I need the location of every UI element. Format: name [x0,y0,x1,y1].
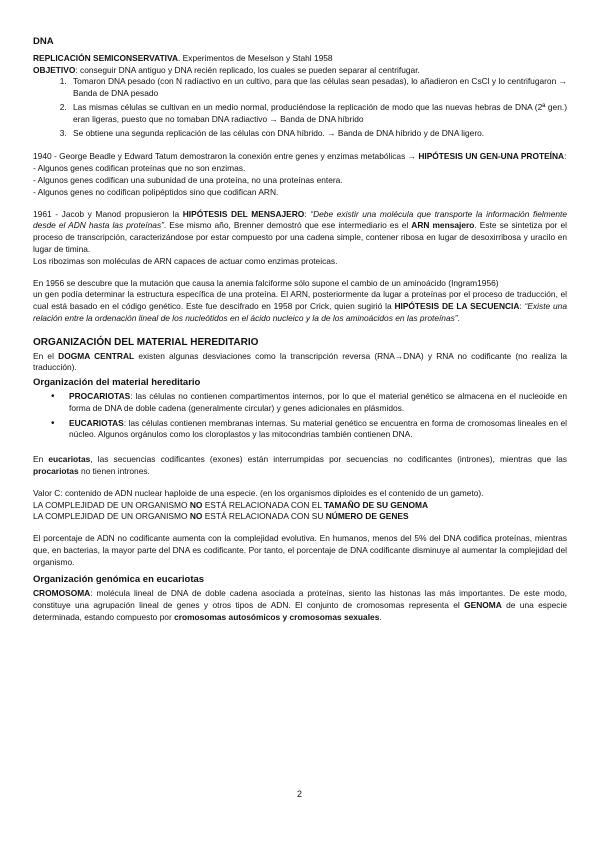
exons-post: no tienen intrones. [78,465,150,476]
jacob-quote: “Debe existir una molécula que transporte la información fielmente desde el ADN hasta las proteínas” [33,208,567,231]
replication-steps [33,76,567,139]
dogma-term: DOGMA CENTRAL [58,350,135,361]
replication-step: 1. Tomaron DNA pesado (con N radiactivo en un cultivo, para que las células sean pesadas), lo añadieron en CsCl y lo centrifugaron → Banda de DNA pesado [69,76,567,100]
complexity-line [33,500,567,512]
ingram-line2: un gen podía determinar la estructura específica de una proteína. El ARN, posteriormente da lugar a proteínas por el proceso de traducción, el cual está basado en el código genético. Este fue descifrado en 1958 por Crick, quien sugirió la [33,289,567,312]
objective-line [33,65,567,77]
noncoding-paragraph: El porcentaje de ADN no codificante aumenta con la complejidad evolutiva. En humanos, menos del 5% del DNA codifica proteínas, mientras que, en bacterias, la mayor parte del DNA es codificante. Por tanto, el porcentaje de DNA codificante disminuye al aumentar la complejidad del organismo. [33,533,567,567]
gene-number-term: NÚMERO DE GENES [325,511,409,522]
exons-paragraph [33,454,567,478]
exons-mid: , las secuencias codificantes (exones) están interrumpidas por secuencias no codificantes (intrones), mientras que las [90,454,567,465]
organization-subheading: Organización del material hereditario [33,377,201,389]
jacob-hypothesis: HIPÓTESIS DEL MENSAJERO [182,208,305,219]
chromosome-text: : molécula lineal de DNA de doble cadena asociada a proteínas, siento las histonas las más importantes. De este modo, constituye una agrupación lineal de genes y otros tipos de ADN. El conjunto de cromosomas representa el [33,588,567,611]
beadle-colon: : [564,151,567,162]
prokaryotes-term: PROCARIOTAS [69,390,131,401]
chromosome-paragraph [33,588,567,623]
jacob-colon: : [304,208,311,219]
organism-list [33,391,567,441]
beadle-hypothesis: HIPÓTESIS UN GEN-UNA PROTEÍNA [418,151,565,162]
list-item [59,391,567,415]
complexity-pre: LA COMPLEJIDAD DE UN ORGANISMO [33,511,190,522]
genome-text: de una especie determinada, estando compuesto por [33,600,567,622]
prokaryotes-text: : las células no contienen compartimentos internos, por lo que el material genético se almacena en el nucleoide en forma de DNA de doble cadena (generalmente circular) y genes adicionales en plásmidos. [69,390,567,413]
ingram-paragraph [33,289,567,324]
exons-pre: En [33,454,49,465]
objective-text: : conseguir DNA antiguo y DNA recién replicado, los cuales se pueden separar al centrifugar. [75,64,420,75]
replication-heading: REPLICACIÓN SEMICONSERVATIVA [33,52,179,63]
page-title: DNA [33,36,54,47]
chromosome-term: CROMOSOMA [33,588,91,599]
eukaryotes-word: eucariotas [48,454,91,465]
jacob-tail: . Este se sintetiza por el proceso de transcripción, caracterizándose por estar compuesto por una cadena simple, contener ribosa en lugar de desoxirribosa y uracilo en lugar de timina. [33,220,567,254]
complexity-no: NO [189,499,203,510]
autosomes-term: cromosomas autosómicos y cromosomas sexuales [174,611,380,622]
genomic-heading: Organización genómica en eucariotas [33,574,205,586]
ribozymes-line: Los ribozimas son moléculas de ARN capaces de actuar como enzimas proteicas. [33,255,338,266]
complexity-mid: ESTÁ RELACIONADA CON EL [202,499,325,510]
replication-heading-line [33,53,567,65]
chromosome-end: . [379,611,382,622]
jacob-intro: 1961 - Jacob y Manod propusieron la [33,208,183,219]
eukaryotes-text: : las células contienen membranas internas. Su material genético se encuentra en forma de cromosomas lineales en el núcleo. Algunos orgánulos como los cloroplastos y las mitocondrias también contienen DNA. [69,417,567,440]
page-number: 2 [296,789,302,799]
ingram-colon: : [519,301,525,312]
jacob-paragraph [33,209,567,256]
c-value-paragraph: Valor C: contenido de ADN nuclear haploide de una especie. (en los organismos diploides es el contenido de un gameto). [33,487,484,498]
beadle-intro: 1940 - George Beadle y Edward Tatum demostraron la conexión entre genes y enzimas metabólicas → [33,151,419,162]
organization-heading: ORGANIZACIÓN DEL MATERIAL HEREDITARIO [33,336,259,348]
replication-heading-tail: . Experimentos de Meselson y Stahl 1958 [178,52,333,63]
dogma-pre: En el [33,350,59,361]
arn-term: ARN mensajero [411,220,475,231]
objective-label: OBJETIVO [33,64,76,75]
beadle-paragraph [33,151,567,163]
sequence-quote: “Existe una relación entre la ordenación lineal de los nucleótidos en el ácido nucleico y la de los aminoácidos en las proteínas” [33,301,567,323]
list-item [59,418,567,442]
beadle-item: - Algunos genes codifican proteínas que no son enzimas. [33,163,246,174]
replication-step: 2. Las mismas células se cultivan en un medio normal, produciéndose la replicación de modo que las nuevas hebras de DNA (2ª gen.) eran ligeras, puesto que no tomaban DNA radiactivo → Banda de DNA híbrido [69,102,567,126]
prokaryotes-word: procariotas [33,465,79,476]
beadle-item: - Algunos genes codifican una subunidad de una proteína, no una proteínas entera. [33,174,343,185]
genome-size-term: TAMAÑO DE SU GENOMA [324,499,429,510]
ingram-end: . [457,312,460,323]
genome-term: GENOMA [464,600,502,611]
complexity-pre: LA COMPLEJIDAD DE UN ORGANISMO [33,499,190,510]
ingram-line1: En 1956 se descubre que la mutación que causa la anemia falciforme sólo supone el cambio de un aminoácido (Ingram1956) [33,277,499,288]
sequence-hypothesis: HIPÓTESIS DE LA SECUENCIA [394,301,520,312]
dogma-paragraph [33,351,567,375]
dogma-text: existen algunas desviaciones como la transcripción reversa (RNA→DNA) y RNA no codificante (no realiza la traducción). [33,350,567,373]
complexity-line [33,511,567,523]
beadle-item: - Algunos genes no codifican polipéptidos sino que codifican ARN. [33,186,279,197]
jacob-mid: . Ese mismo año, Brenner demostró que ese intermediario es el [163,220,412,231]
replication-step: 3. Se obtiene una segunda replicación de las células con DNA híbrido. → Banda de DNA híbrido y de DNA ligero. [69,128,567,140]
eukaryotes-term: EUCARIOTAS [69,417,124,428]
complexity-mid: ESTÁ RELACIONADA CON SU [202,511,326,522]
complexity-no: NO [189,511,203,522]
